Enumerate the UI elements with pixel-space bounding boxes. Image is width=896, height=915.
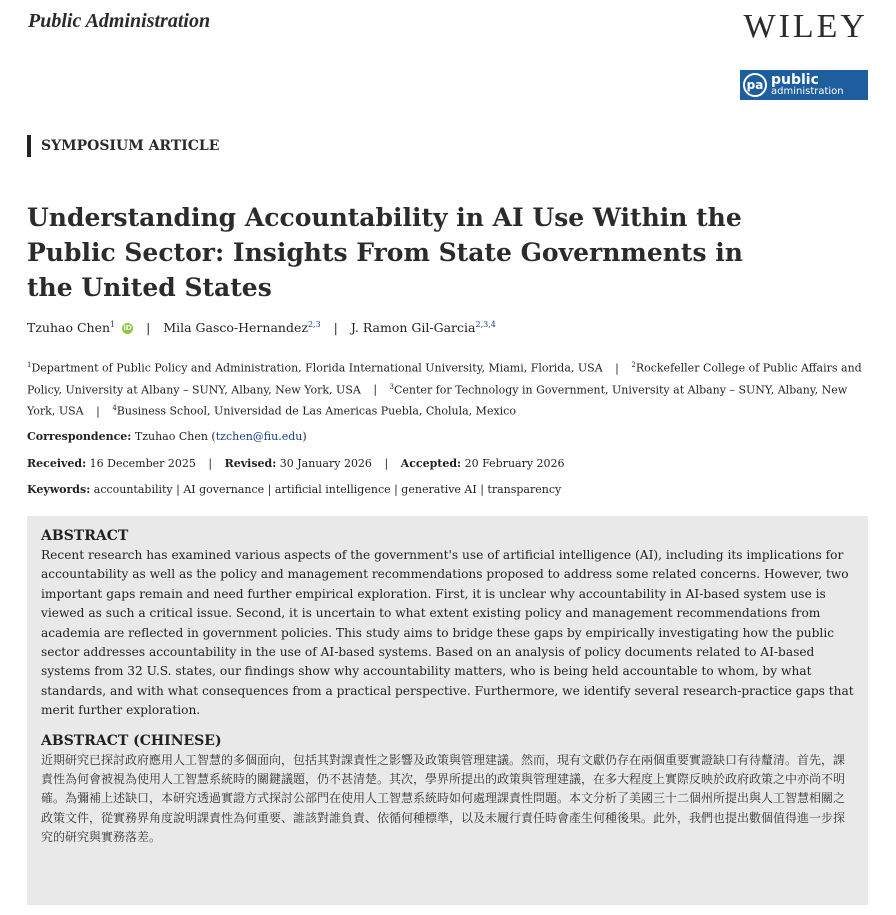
accepted-label: Accepted: (400, 457, 462, 470)
dates-line (27, 457, 565, 470)
author-name[interactable]: J. Ramon Gil-Garcia (350, 320, 476, 336)
journal-badge-logo (740, 70, 868, 100)
journal-logo-icon: pa (743, 73, 767, 97)
affil-num: 2 (631, 361, 636, 369)
author-separator: | (333, 320, 338, 336)
author-list (27, 320, 496, 335)
revised-label: Revised: (224, 457, 277, 470)
correspondence-email-link[interactable]: tzchen@fiu.edu (215, 430, 303, 443)
affil-text: Center for Technology in Government, University at Albany – SUNY, Albany, New York, USA (27, 383, 848, 418)
affil-separator: | (615, 361, 619, 375)
abstract-heading: ABSTRACT (41, 528, 129, 544)
affil-num: 3 (389, 382, 394, 391)
keywords-list: accountability | AI governance | artificial intelligence | generative AI | transparency (93, 483, 562, 496)
correspondence-name: Tzuhao Chen (134, 430, 208, 443)
badge-line1: public (771, 72, 819, 88)
revised-date: 30 January 2026 (279, 457, 372, 470)
author-separator: | (146, 320, 151, 336)
article-title: Understanding Accountability in AI Use Within the Public Sector: Insights From State Governments in the United States (27, 203, 743, 302)
author-affil-ref: 2,3,4 (475, 320, 496, 329)
affil-text: Department of Public Policy and Administration, Florida International University, Miami, Florida, USA (31, 361, 603, 375)
date-separator: | (384, 457, 389, 470)
abstract-chinese-text: 近期研究已探討政府應用人工智慧的多個面向，包括其對課責性之影響及政策與管理建議。然而，現有文獻仍存在兩個重要實證缺口有待釐清。首先，課責性為何會被視為使用人工智慧系統時的關鍵議題，仍不甚清楚。其次，學界所提出的政策與管理建議，在多大程度上實際反映於政府政策之中亦尚不明確。為彌補上述缺口，本研究透過實證方式探討公部門在使用人工智慧系統時如何處理課責性問題。本文分析了美國三十二個州所提出與人工智慧相關之政策文件，從實務界角度說明課責性為何重要、誰該對誰負責、依循何種標準，以及未履行責任時會產生何種後果。此外，我們也提出數個值得進一步探究的研究與實務落差。 (41, 752, 846, 845)
accepted-date: 20 February 2026 (464, 457, 565, 470)
correspondence-label: Correspondence: (27, 430, 132, 443)
affil-text: Rockefeller College of Public Affairs and Policy, University at Albany – SUNY, Albany, New York, USA (27, 361, 862, 397)
correspondence-line: Correspondence: Tzuhao Chen (tzchen@fiu.edu) (27, 430, 307, 443)
received-date: 16 December 2025 (89, 457, 196, 470)
affil-num: 4 (112, 404, 117, 413)
affil-separator: | (373, 383, 378, 397)
abstract-box (27, 516, 868, 905)
publisher-logo: WILEY (743, 8, 868, 45)
orcid-icon[interactable]: iD (123, 324, 132, 333)
article-type-label: SYMPOSIUM ARTICLE (27, 135, 219, 157)
author-name[interactable]: Tzuhao Chen (27, 320, 111, 336)
affiliations (27, 356, 867, 421)
abstract-chinese-heading: ABSTRACT (CHINESE) (41, 732, 222, 749)
abstract-text: Recent research has examined various aspects of the government's use of artificial intelligence (AI), including its implications for accountability as well as the policy and management recommendations proposed to address some related concerns. However, two important gaps remain and need further empirical exploration. First, it is unclear why accountability in AI-based system use is viewed as such a critical issue. Second, it is uncertain to what extent existing policy and management recommendations from academia are reflected in government policies. This study aims to bridge these gaps by empirically investigating how the public sector addresses accountability in the use of AI-based systems. Based on an analysis of policy documents related to AI-based systems from 32 U.S. states, our findings show why accountability matters, who is being held accountable to whom, by what standards, and with what consequences from a practical perspective. Furthermore, we identify several research-practice gaps that merit further exploration. (41, 548, 854, 718)
author-name[interactable]: Mila Gasco-Hernandez (163, 320, 308, 336)
affil-num: 1 (27, 361, 32, 369)
affil-separator: | (96, 404, 100, 418)
date-separator: | (208, 457, 213, 470)
author-affil-ref: 1 (110, 320, 116, 329)
affil-text: Business School, Universidad de Las Americas Puebla, Cholula, Mexico (116, 404, 516, 418)
received-label: Received: (27, 457, 87, 470)
keywords-label: Keywords: (27, 483, 91, 496)
badge-line2: administration (771, 86, 844, 97)
author-affil-ref: 2,3 (307, 320, 321, 329)
journal-name: Public Administration (28, 10, 211, 32)
keywords-line (27, 483, 561, 496)
